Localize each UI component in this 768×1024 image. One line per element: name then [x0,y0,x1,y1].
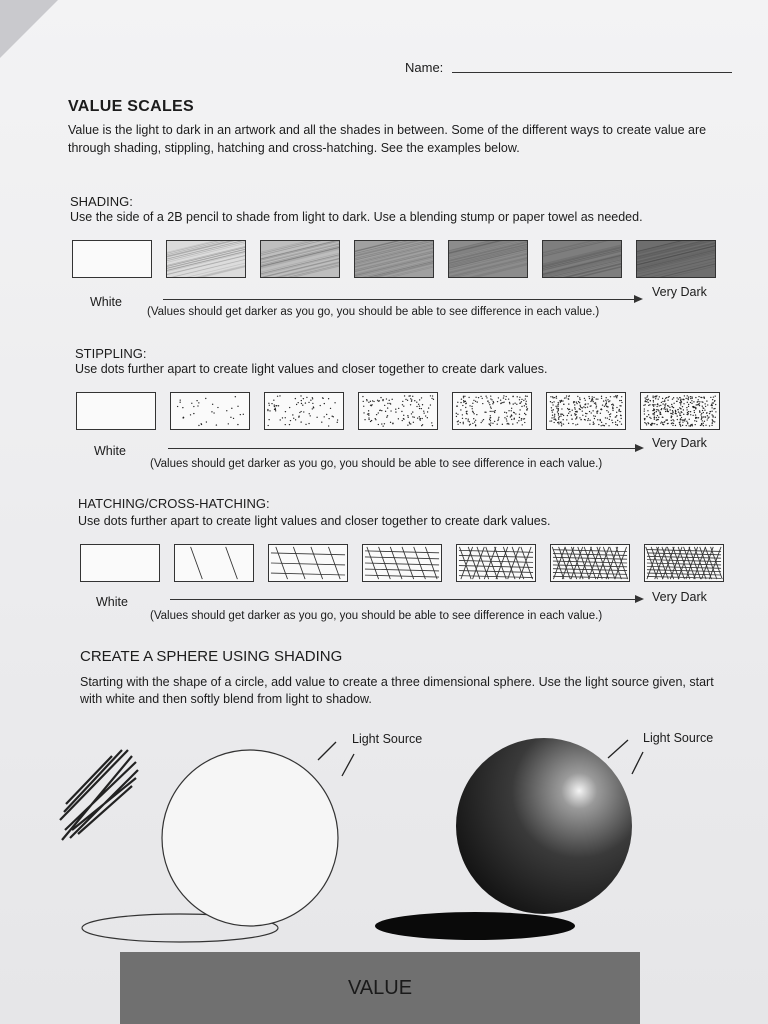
shading-value-row [72,240,716,278]
light-ray-1 [318,742,336,760]
pencil-scribble [60,750,138,840]
hatching-description: Use dots further apart to create light values and closer together to create dark values. [78,514,551,528]
hatching-value-box [456,544,536,582]
sphere-cast-shadow [375,912,575,940]
light-source-label-left: Light Source [352,732,423,746]
value-banner-label: VALUE [347,976,413,999]
stippling-value-box [76,392,156,430]
hatching-value-box [80,544,160,582]
hatching-value-row [80,544,724,582]
stippling-note: (Values should get darker as you go, you should be able to see difference in each value.) [150,458,603,470]
hatching-note: (Values should get darker as you go, you should be able to see difference in each value.) [150,610,603,622]
shading-arrow [163,299,641,300]
shading-value-box [354,240,434,278]
hatching-heading: HATCHING/CROSS-HATCHING: [78,496,270,511]
shading-start-label: White [90,295,122,309]
hatching-value-box [550,544,630,582]
shading-value-box [260,240,340,278]
light-ray-2 [342,754,354,776]
stippling-value-box [358,392,438,430]
light-ray-3 [608,740,628,758]
stippling-arrow [168,448,642,449]
sphere-outline-circle [162,750,338,926]
sphere-description: Starting with the shape of a circle, add value to create a three dimensional sphere. Use the light source given, start with white and then softly blend from light to shadow. [80,675,714,706]
hatching-value-box [644,544,724,582]
shading-value-box [166,240,246,278]
intro-text: Value is the light to dark in an artwork and all the shades in between. Some of the different ways to create value are through shading, stippling, hatching and cross-hatching. See the examples below. [68,123,707,155]
shading-value-box [542,240,622,278]
shading-end-label: Very Dark [652,285,707,299]
shading-note: (Values should get darker as you go, you should be able to see difference in each value.) [147,306,600,318]
light-source-label-right: Light Source [643,731,714,745]
shading-value-box [448,240,528,278]
stippling-end-label: Very Dark [652,436,707,450]
shading-description: Use the side of a 2B pencil to shade from light to dark. Use a blending stump or paper towel as needed. [70,210,643,224]
hatching-value-box [268,544,348,582]
name-field-line[interactable] [452,72,732,73]
hatching-arrow [170,599,642,600]
stippling-value-box [264,392,344,430]
sphere-illustrations [0,720,768,950]
light-ray-4 [632,752,643,774]
stippling-value-box [170,392,250,430]
stippling-description: Use dots further apart to create light values and closer together to create dark values. [75,362,548,376]
stippling-value-row [76,392,720,430]
hatching-start-label: White [96,595,128,609]
hatching-value-box [362,544,442,582]
page-title: VALUE SCALES [68,98,194,115]
stippling-start-label: White [94,444,126,458]
shading-value-box [72,240,152,278]
stippling-value-box [640,392,720,430]
value-banner [120,952,640,1024]
sphere-heading: CREATE A SPHERE USING SHADING [80,648,343,665]
stippling-value-box [452,392,532,430]
shading-value-box [636,240,716,278]
shading-heading: SHADING: [70,194,133,209]
stippling-value-box [546,392,626,430]
hatching-value-box [174,544,254,582]
hatching-end-label: Very Dark [652,590,707,604]
stippling-heading: STIPPLING: [75,346,147,361]
shaded-sphere [456,738,632,914]
folded-corner [0,0,58,58]
name-label: Name: [405,60,444,75]
